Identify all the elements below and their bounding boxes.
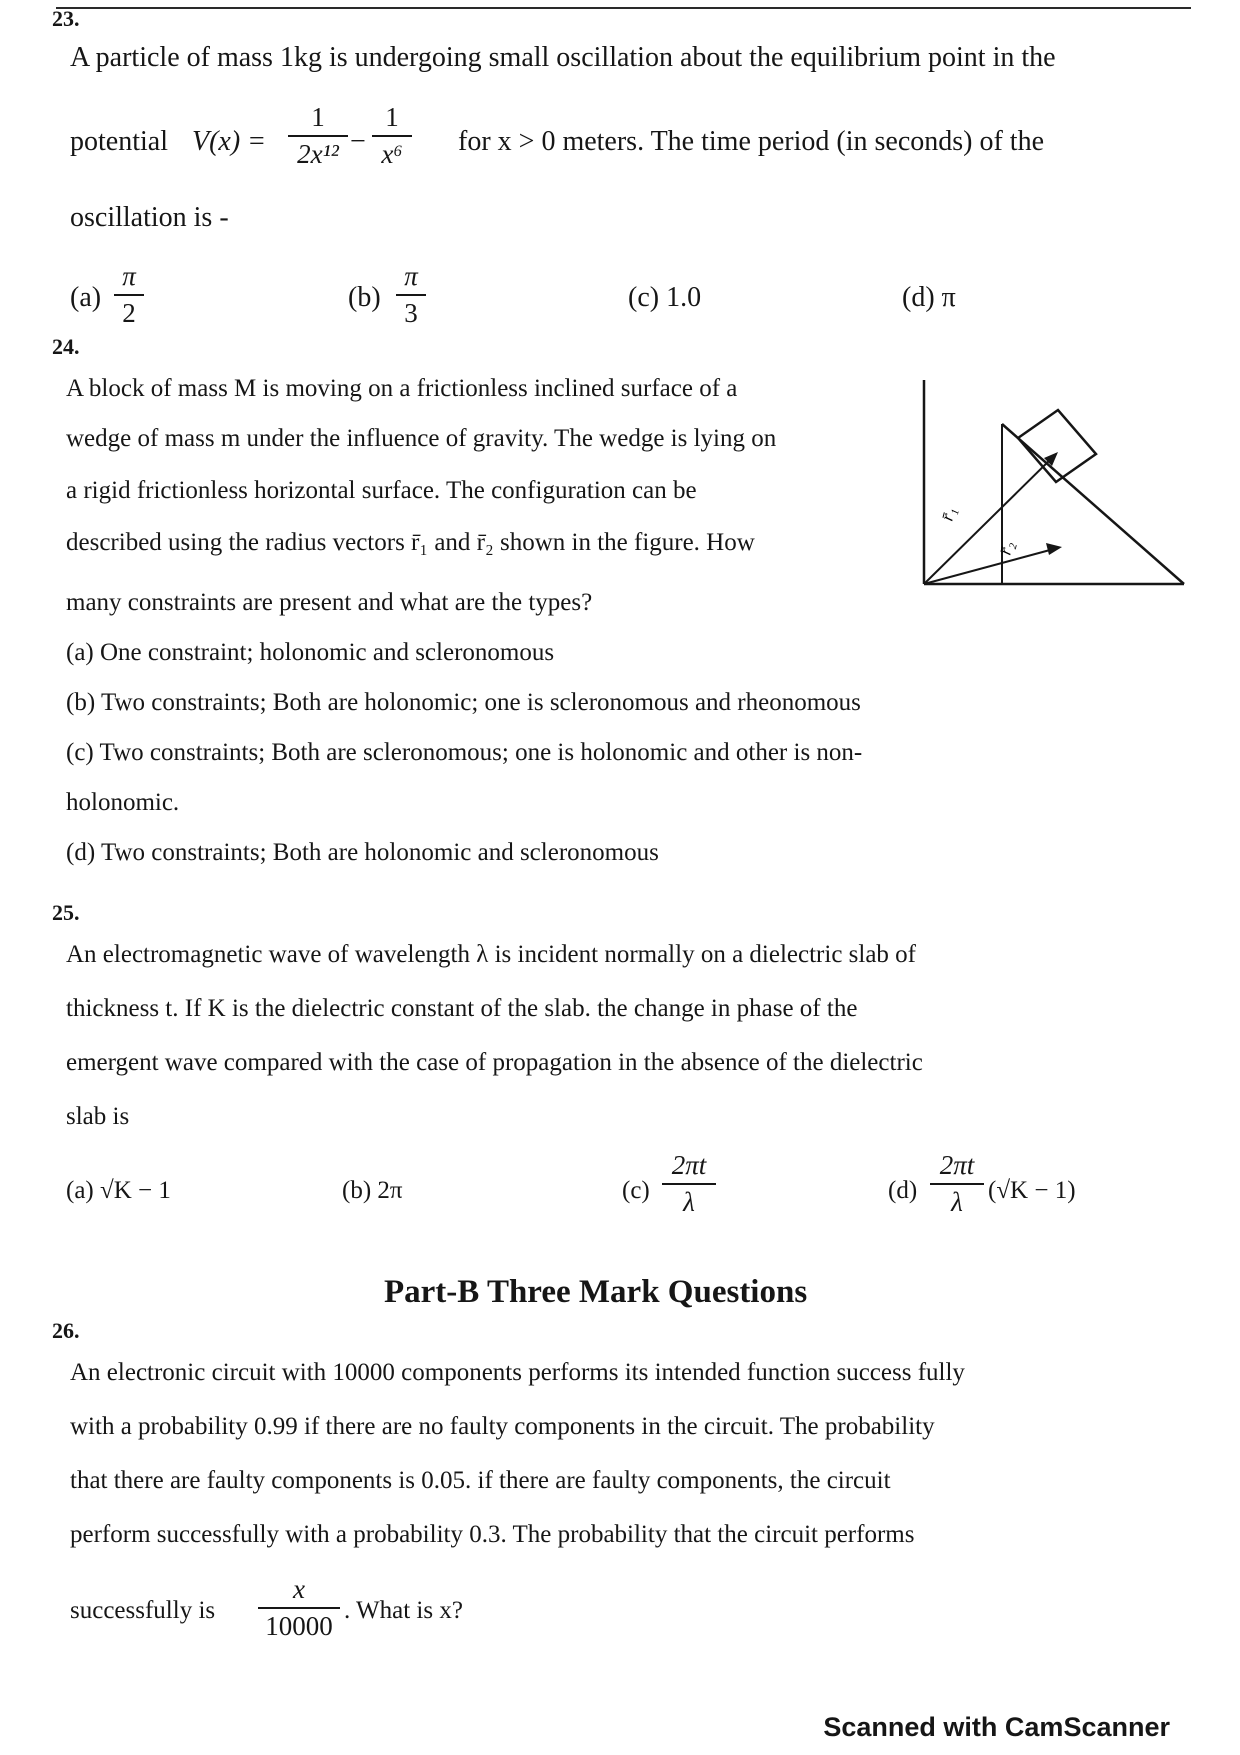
q23-opt-b-num: π: [404, 261, 418, 291]
q26-last-suffix: . What is x?: [344, 1597, 463, 1624]
q23-line3: oscillation is -: [70, 202, 229, 233]
q23-v-lhs: V(x) =: [192, 126, 267, 157]
q23-opt-a-num: π: [122, 261, 136, 291]
part-b-heading: Part-B Three Mark Questions: [384, 1274, 808, 1310]
q25-option-c-label: (c): [622, 1177, 650, 1204]
q23-potential-label: potential: [70, 126, 168, 157]
q25-option-d-frac: [930, 1152, 984, 1216]
wedge-figure: [918, 380, 1190, 590]
q23-line2-tail: for x > 0 meters. The time period (in seconds) of the: [458, 126, 1045, 157]
q24-line-4: described using the radius vectors r̄₁ and r̄₂ shown in the figure. How: [66, 529, 755, 556]
q26-line-4: perform successfully with a probability 0.3. The probability that the circuit performs: [70, 1521, 915, 1548]
q25-opt-c-num: 2πt: [671, 1150, 707, 1180]
question-number-25: 25.: [52, 900, 80, 925]
q26-frac-den: 10000: [265, 1611, 333, 1641]
q24-option-a: (a) One constraint; holonomic and scleronomous: [66, 639, 555, 666]
q25-option-d-tail: (√K − 1): [988, 1177, 1076, 1204]
q24-option-b: (b) Two constraints; Both are holonomic; one is scleronomous and rheonomous: [66, 689, 861, 716]
q26-line-1: An electronic circuit with 10000 components performs its intended function success fully: [70, 1359, 965, 1386]
q23-opt-a-den: 2: [122, 298, 136, 328]
top-rule: [56, 7, 1191, 9]
r2-arrowhead: [1046, 543, 1062, 555]
q24-line-3: a rigid frictionless horizontal surface. The configuration can be: [66, 477, 697, 504]
q25-option-d-label: (d): [888, 1177, 918, 1204]
question-number-24: 24.: [52, 334, 80, 359]
q25-opt-c-den: λ: [683, 1187, 695, 1217]
q23-frac2-num: 1: [385, 102, 399, 132]
q24-option-c: (c) Two constraints; Both are scleronomous; one is holonomic and other is non-: [66, 739, 863, 766]
q24-line-1: A block of mass M is moving on a frictionless inclined surface of a: [66, 375, 738, 402]
q23-frac1-num: 1: [311, 102, 325, 132]
wedge-incline: [1002, 424, 1184, 584]
q23-frac1-den: 2x¹²: [297, 139, 339, 169]
q26-line-3: that there are faulty components is 0.05. if there are faulty components, the circuit: [70, 1467, 891, 1494]
question-number-26: 26.: [52, 1318, 80, 1343]
q24-option-d: (d) Two constraints; Both are holonomic and scleronomous: [66, 839, 659, 866]
q25-line-4: slab is: [66, 1103, 130, 1130]
q23-fraction-1: [288, 104, 348, 168]
r2-vector: [924, 550, 1050, 584]
q26-frac-num: x: [293, 1574, 305, 1604]
q25-line-3: emergent wave compared with the case of propagation in the absence of the dielectric: [66, 1049, 923, 1076]
q26-fraction: [258, 1576, 340, 1640]
q24-line-5: many constraints are present and what are the types?: [66, 589, 593, 616]
q25-option-a: (a) √K − 1: [66, 1177, 171, 1204]
q25-option-c-frac: [662, 1152, 716, 1216]
q25-opt-d-num: 2πt: [939, 1150, 975, 1180]
q24-line-2: wedge of mass m under the influence of gravity. The wedge is lying on: [66, 425, 777, 452]
q26-last-prefix: successfully is: [70, 1597, 216, 1624]
q23-option-a-frac: [114, 263, 144, 327]
q23-option-a-label: (a): [70, 282, 102, 313]
q25-option-b: (b) 2π: [342, 1177, 403, 1204]
q26-line-2: with a probability 0.99 if there are no faulty components in the circuit. The probability: [70, 1413, 935, 1440]
question-number-23: 23.: [52, 6, 80, 31]
q23-minus: −: [350, 126, 366, 157]
q23-option-b-label: (b): [348, 282, 381, 313]
r1-label: r̄₁: [936, 505, 960, 524]
q23-option-c: (c) 1.0: [628, 282, 702, 313]
q23-line1: A particle of mass 1kg is undergoing small oscillation about the equilibrium point in the: [70, 42, 1056, 73]
q23-option-b-frac: [396, 263, 426, 327]
q23-fraction-2: [372, 104, 412, 168]
q23-option-d: (d) π: [902, 282, 956, 313]
q23-frac2-den: x⁶: [381, 139, 403, 169]
r2-label: r̄₂: [994, 539, 1018, 558]
q25-line-2: thickness t. If K is the dielectric constant of the slab. the change in phase of the: [66, 995, 858, 1022]
q25-opt-d-den: λ: [951, 1187, 963, 1217]
q23-opt-b-den: 3: [404, 298, 418, 328]
q24-option-c-cont: holonomic.: [66, 789, 180, 816]
scanner-watermark: Scanned with CamScanner: [823, 1712, 1170, 1742]
q25-line-1: An electromagnetic wave of wavelength λ is incident normally on a dielectric slab of: [66, 941, 917, 968]
